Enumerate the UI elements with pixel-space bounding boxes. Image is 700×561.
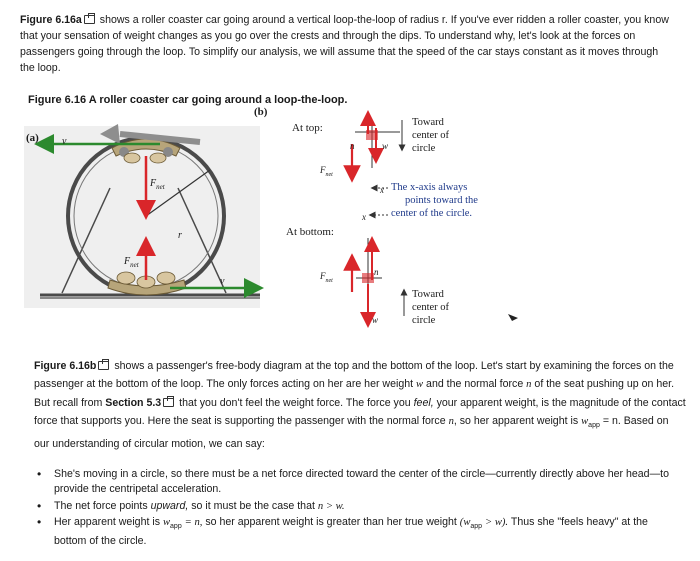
intro-paragraph: Figure 6.16a shows a roller coaster car going around a vertical loop-the-loop of radius r. If you've ever ridden a roller coaster, you know that your sensation of weight changes as you go over the crests and through the dips. To understand why, let's look at the forces on passengers going through the loop. To simplify our analysis, we will assume that the speed of the car stays constant as it moves through the loop. [20,14,669,74]
sym-fnet-fbd-bottom: $F_{net}$ [320,271,333,284]
sym-fnet-bottom: $F_{net}$ [124,256,139,269]
link-icon[interactable] [98,361,109,370]
sym-fnet-fbd-top: $F_{net}$ [320,165,333,178]
sym-r: r [178,230,182,241]
xaxis-note: The x-axis always points toward the center of the circle. [391,182,478,219]
link-icon[interactable] [84,15,95,24]
at-bottom-label: At bottom: [286,226,334,238]
toward-center-bottom: Toward center of circle [412,289,450,326]
label-b: (b) [254,106,268,118]
label-a: (a) [26,132,39,144]
sym-v-bottom: v [220,276,225,287]
sym-w-bottom: w [372,315,379,325]
sym-v-top: v [62,136,67,147]
sym-x-top: x [380,185,384,195]
at-top-label: At top: [292,122,323,134]
sym-n-bottom: n [374,267,379,277]
bullet-3: • Her apparent weight is $w_{app} = n$, so her apparent weight is greater than her true weight $(w_{app} > w)$. Thus she "feels heavy" at the bottom of the circle. [54,515,694,549]
link-icon[interactable] [163,398,174,407]
sym-x-mid: x [362,212,366,222]
figure-panel [0,108,700,353]
bullet-2: • The net force points upward, so it must be the case that n > w. [54,499,345,514]
sym-w-top: w [382,141,389,151]
toward-center-top: Toward center of circle [412,117,450,154]
fig-ref-link[interactable]: Figure 6.16a [20,14,82,26]
paragraph-2: Figure 6.16b shows a passenger's free-body diagram at the top and the bottom of the loop. Let's start by examining the forces on the passenger at the bottom of the loop. The only forces acting on her are her weight w and the normal force n of the seat pushing up on her. But recall from Section 5.3 that you don't feel the weight force. The force you feel, your apparent weight, is the magnitude of the contact force that supports you. Here the seat is supporting the passenger with the normal force n, so her apparent weight is $w_{app} = n$. Based on our understanding of circular motion, we can say: [34,360,686,451]
fig-ref-b-link[interactable]: Figure 6.16b [34,360,97,372]
bullet-1: • She's moving in a circle, so there must be a net force directed toward the center of the circle—currently directly above her head—to provide the centripetal acceleration. [54,467,694,497]
sym-n-top: n [350,141,355,151]
cursor-icon [508,314,518,321]
section-ref-link[interactable]: Section 5.3 [105,397,162,409]
figure-caption: Figure 6.16 A roller coaster car going around a loop-the-loop. [28,94,348,106]
sym-fnet-top: $F_{net}$ [150,178,165,191]
